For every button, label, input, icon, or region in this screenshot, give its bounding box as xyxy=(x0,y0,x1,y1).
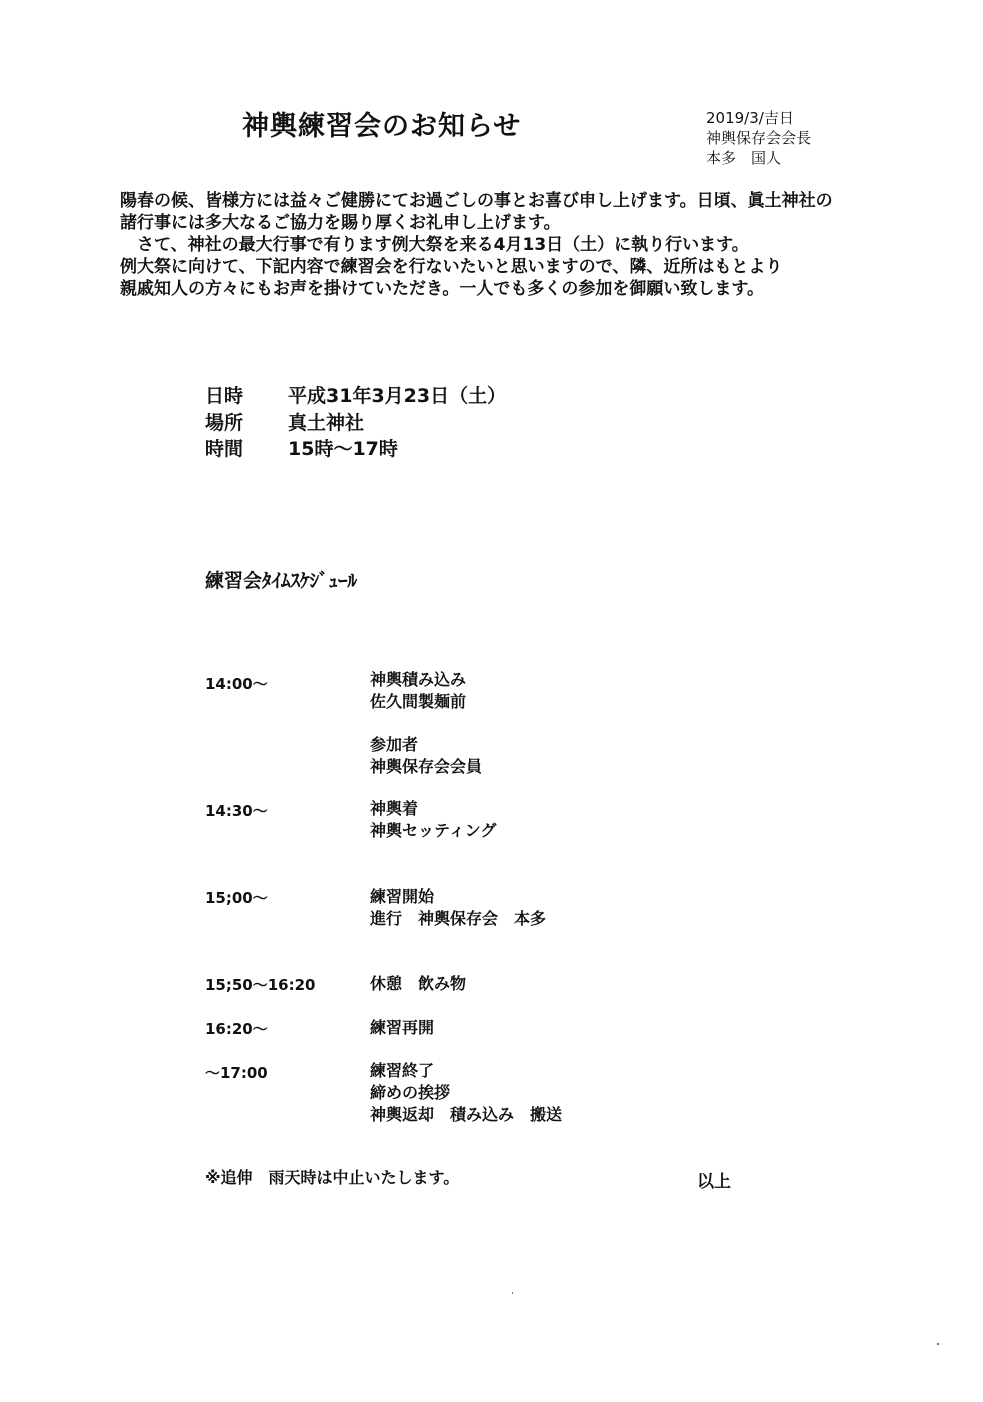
intro-line: さて、神社の最大行事で有ります例大祭を来る4月13日（土）に執り行います。 xyxy=(120,235,749,255)
detail-label-place: 場所 xyxy=(205,412,244,434)
intro-line: 諸行事には多大なるご協力を賜り厚くお礼申し上げます。 xyxy=(120,213,561,233)
schedule-desc: 練習開始 xyxy=(370,887,435,906)
schedule-time: 14:00～ xyxy=(205,675,268,693)
intro-line: 親戚知人の方々にもお声を掛けていただき。一人でも多くの参加を御願い致します。 xyxy=(120,279,764,299)
sender-organization: 神輿保存会会長 xyxy=(706,129,812,147)
schedule-time: ～17:00 xyxy=(205,1064,268,1082)
schedule-desc: 参加者 xyxy=(370,735,419,754)
detail-value-place: 真土神社 xyxy=(288,412,365,434)
intro-line: 例大祭に向けて、下記内容で練習会を行ないたいと思いますので、隣、近所はもとより xyxy=(120,257,783,277)
schedule-time: 15;50～16:20 xyxy=(205,976,316,994)
schedule-desc: 神輿返却 積み込み 搬送 xyxy=(370,1105,563,1124)
scan-speck xyxy=(937,1343,939,1345)
closing-mark: 以上 xyxy=(697,1172,731,1192)
schedule-desc: 佐久間製麺前 xyxy=(370,692,467,711)
schedule-desc: 練習終了 xyxy=(370,1061,435,1080)
schedule-desc: 神輿着 xyxy=(370,799,419,818)
postscript-note: ※追伸 雨天時は中止いたします。 xyxy=(205,1168,460,1187)
schedule-desc: 締めの挨拶 xyxy=(370,1083,451,1102)
schedule-desc: 休憩 飲み物 xyxy=(370,974,467,993)
schedule-desc: 神輿積み込み xyxy=(370,670,467,689)
document-title: 神輿練習会のお知らせ xyxy=(242,111,522,142)
scan-speck xyxy=(512,1292,513,1294)
schedule-desc: 神輿保存会会員 xyxy=(370,757,483,776)
intro-line: 陽春の候、皆様方には益々ご健勝にてお過ごしの事とお喜び申し上げます。日頃、眞土神社の xyxy=(120,191,833,211)
schedule-time: 14:30～ xyxy=(205,802,268,820)
detail-value-date: 平成31年3月23日（土） xyxy=(288,385,507,407)
sender-name: 本多 国人 xyxy=(706,149,782,167)
schedule-time: 16:20～ xyxy=(205,1020,268,1038)
schedule-title: 練習会ﾀｲﾑｽｹｼﾞｭｰﾙ xyxy=(205,570,358,592)
detail-label-time: 時間 xyxy=(205,438,244,460)
schedule-desc: 進行 神輿保存会 本多 xyxy=(370,909,547,928)
schedule-time: 15;00～ xyxy=(205,889,268,907)
schedule-desc: 練習再開 xyxy=(370,1018,435,1037)
detail-value-time: 15時～17時 xyxy=(288,438,398,460)
detail-label-date: 日時 xyxy=(205,385,244,407)
document-date: 2019/3/吉日 xyxy=(706,109,794,127)
schedule-desc: 神輿セッティング xyxy=(370,821,497,840)
